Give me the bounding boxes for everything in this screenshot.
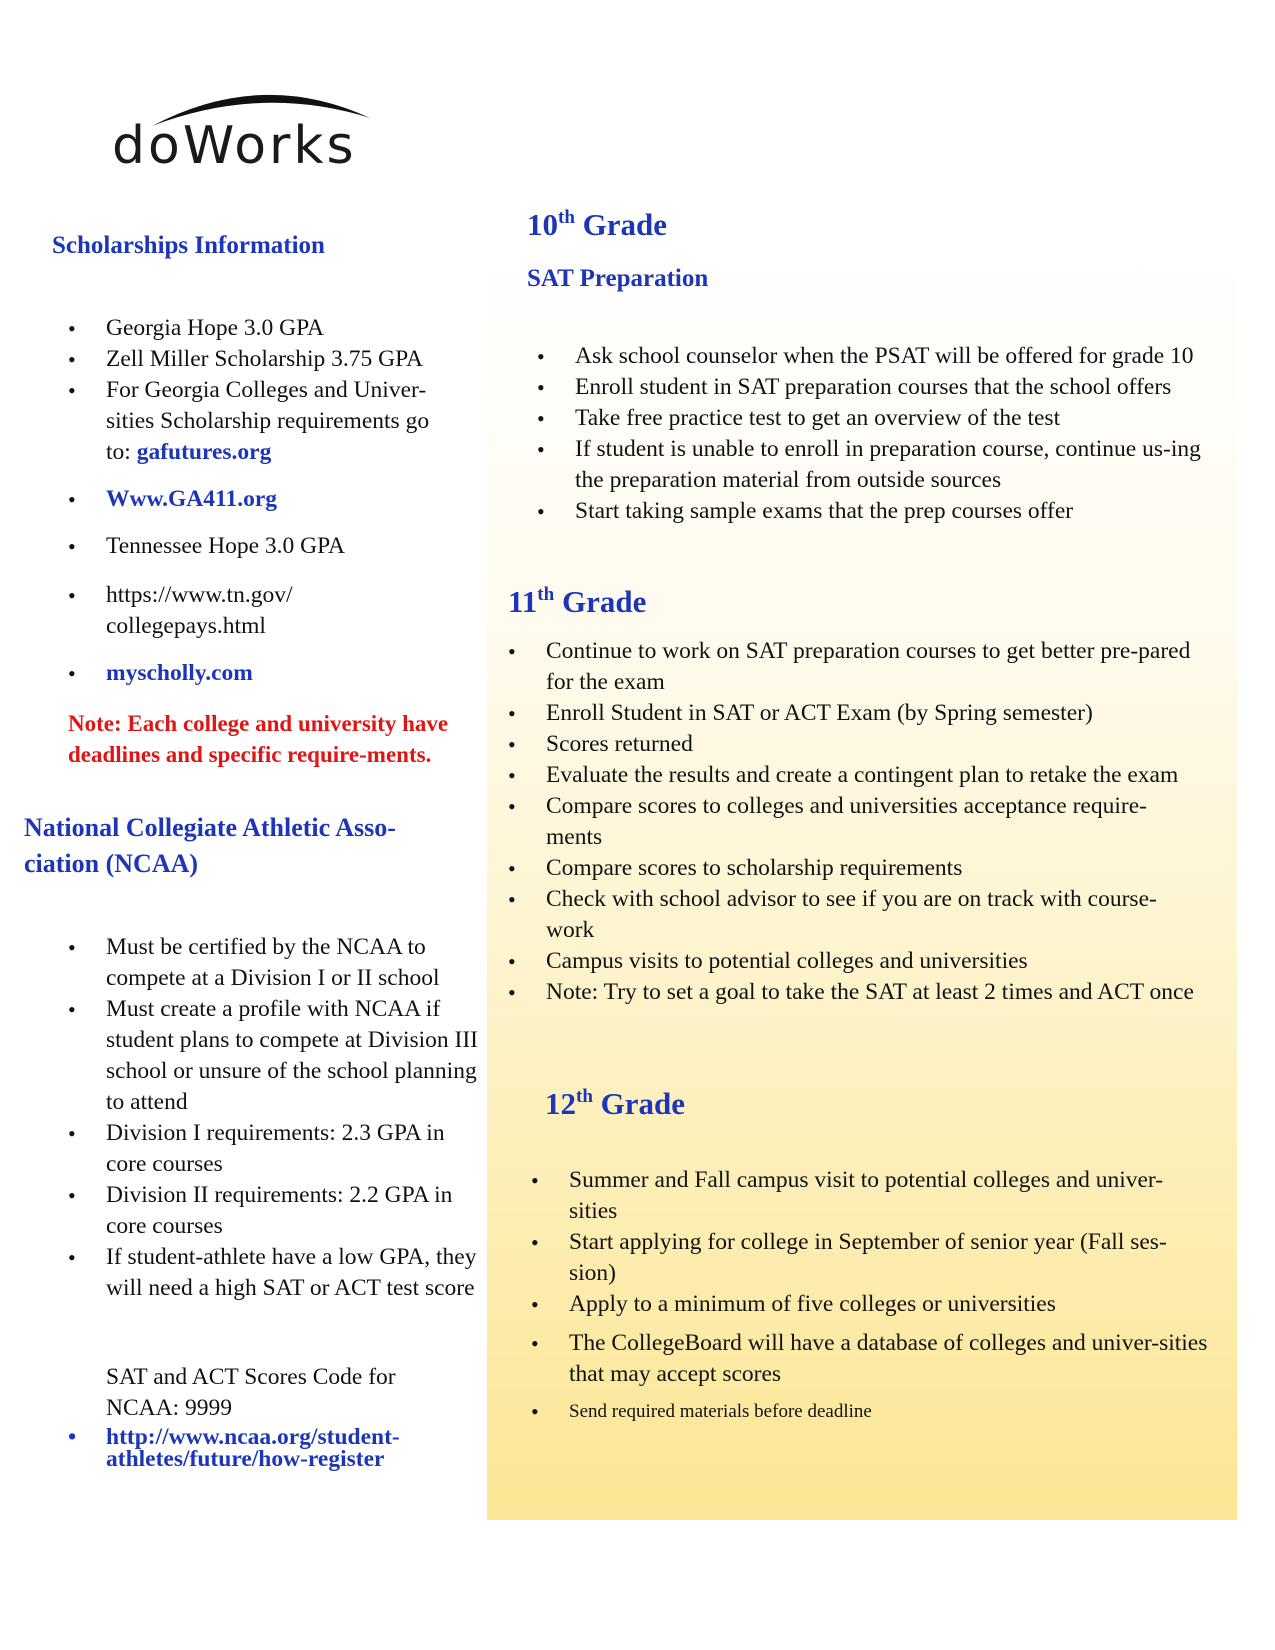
list-item: • Compare scores to scholarship requirements <box>508 853 1198 884</box>
grade10-heading: 10th Grade <box>527 207 668 242</box>
grade12-heading: 12th Grade <box>545 1086 686 1121</box>
list-item: • Start taking sample exams that the prep courses offer <box>537 496 1217 527</box>
myscholly-link[interactable]: myscholly.com <box>106 660 253 686</box>
list-item <box>68 658 458 689</box>
list-item: • Continue to work on SAT preparation courses to get better pre-pared for the exam <box>508 636 1198 698</box>
scholarships-heading: Scholarships Information <box>52 232 325 259</box>
ncaa-scores-code: SAT and ACT Scores Code for NCAA: 9999 <box>106 1364 396 1421</box>
list-item <box>68 484 458 515</box>
list-item: • The CollegeBoard will have a database of colleges and univer-sities that may accept scores <box>531 1328 1211 1390</box>
grade11-heading: 11th Grade <box>508 584 647 619</box>
grade12-list <box>531 1165 1211 1427</box>
bullet-icon: • <box>68 1424 77 1450</box>
tn-url-list <box>68 580 328 642</box>
list-item: • Must create a profile with NCAA if student plans to compete at Division III school or unsure of the school planning to attend <box>68 994 478 1118</box>
tn-url-text: https://www.tn.gov/ collegepays.html <box>106 582 293 639</box>
deadlines-note: Note: Each college and university have deadlines and specific require-ments. <box>68 711 449 767</box>
list-item: • Evaluate the results and create a contingent plan to retake the exam <box>508 760 1198 791</box>
list-item: • Enroll student in SAT preparation courses that the school offers <box>537 372 1217 403</box>
ncaa-list <box>68 932 478 1304</box>
ga411-link[interactable]: Www.GA411.org <box>106 486 278 512</box>
gafutures-link[interactable]: gafutures.org <box>136 439 272 465</box>
list-item: • Georgia Hope 3.0 GPA <box>68 313 458 344</box>
scholarships-list <box>68 313 458 468</box>
sat-preparation-heading: SAT Preparation <box>527 265 709 292</box>
list-item: • Summer and Fall campus visit to potential colleges and univer-sities <box>531 1165 1211 1227</box>
doworks-logo <box>112 88 412 188</box>
list-item: • Must be certified by the NCAA to compete at a Division I or II school <box>68 932 478 994</box>
list-item: • Compare scores to colleges and universities acceptance require-ments <box>508 791 1198 853</box>
list-item: • Campus visits to potential colleges and universities <box>508 946 1198 977</box>
ncaa-heading: National Collegiate Athletic Asso-ciation (NCAA) <box>24 813 396 878</box>
ncaa-link-item <box>68 1426 468 1470</box>
list-item: • Send required materials before deadline <box>531 1396 1211 1427</box>
list-item: • If student is unable to enroll in preparation course, continue us-ing the preparation material from outside sources <box>537 434 1217 496</box>
ncaa-register-link[interactable]: http://www.ncaa.org/student-athletes/future/how-register <box>106 1424 400 1472</box>
grade11-list <box>508 636 1198 1008</box>
list-item: • Check with school advisor to see if you are on track with course-work <box>508 884 1198 946</box>
list-item: • Take free practice test to get an overview of the test <box>537 403 1217 434</box>
list-item: • Tennessee Hope 3.0 GPA <box>68 531 458 562</box>
list-item: • Zell Miller Scholarship 3.75 GPA <box>68 344 458 375</box>
list-item: • Ask school counselor when the PSAT will be offered for grade 10 <box>537 341 1217 372</box>
logo-text: doWorks <box>112 116 357 176</box>
tn-hope-list <box>68 531 458 562</box>
list-item: • Division II requirements: 2.2 GPA in core courses <box>68 1180 478 1242</box>
list-item: • For Georgia Colleges and Univer-sities Scholarship requirements go to: gafutures.org <box>68 375 458 468</box>
list-item: • Enroll Student in SAT or ACT Exam (by Spring semester) <box>508 698 1198 729</box>
list-item: • Scores returned <box>508 729 1198 760</box>
grade10-list <box>537 341 1217 527</box>
list-item: • Note: Try to set a goal to take the SAT at least 2 times and ACT once <box>508 977 1198 1008</box>
myscholly-list <box>68 658 458 689</box>
list-item: • Apply to a minimum of five colleges or universities <box>531 1289 1211 1320</box>
list-item <box>68 580 328 642</box>
list-item: • Division I requirements: 2.3 GPA in core courses <box>68 1118 478 1180</box>
list-item: • If student-athlete have a low GPA, they will need a high SAT or ACT test score <box>68 1242 478 1304</box>
ga411-list <box>68 484 458 515</box>
list-item: • Start applying for college in September of senior year (Fall ses-sion) <box>531 1227 1211 1289</box>
